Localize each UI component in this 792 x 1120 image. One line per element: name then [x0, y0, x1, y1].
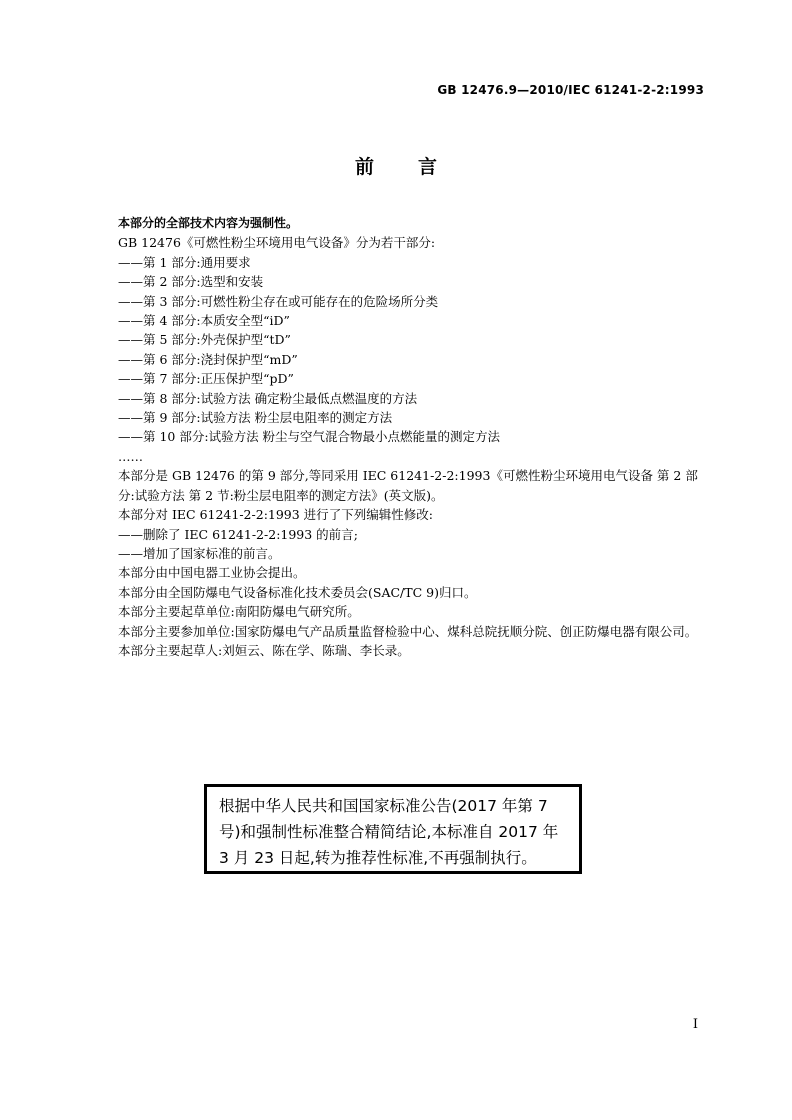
- notice-box: 根据中华人民共和国国家标准公告(2017 年第 7 号)和强制性标准整合精简结论,本标准自 2017 年 3 月 23 日起,转为推荐性标准,不再强制执行。: [204, 784, 582, 874]
- part-item: ——第 5 部分:外壳保护型“tD”: [118, 332, 291, 348]
- edit-item: ——增加了国家标准的前言。: [118, 545, 281, 561]
- ellipsis: ……: [118, 448, 143, 464]
- part-item: ——第 2 部分:选型和安装: [118, 274, 264, 290]
- page-number: I: [692, 1017, 698, 1032]
- part-item: ——第 4 部分:本质安全型“iD”: [118, 313, 290, 329]
- part-item: ——第 3 部分:可燃性粉尘存在或可能存在的危险场所分类: [118, 293, 439, 309]
- foreword-body: [91, 214, 705, 660]
- drafting-unit: 本部分主要起草单位:南阳防爆电气研究所。: [118, 604, 360, 620]
- drafters: 本部分主要起草人:刘姮云、陈在学、陈瑞、李长录。: [118, 642, 410, 658]
- adoption-paragraph: 本部分是 GB 12476 的第 9 部分,等同采用 IEC 61241-2-2:1993《可燃性粉尘环境用电气设备 第 2 部分:试验方法 第 2 节:粉尘层电阻率的测定方法》(英文版)。: [118, 468, 698, 503]
- series-statement: GB 12476《可燃性粉尘环境用电气设备》分为若干部分:: [118, 235, 436, 251]
- part-item: ——第 10 部分:试验方法 粉尘与空气混合物最小点燃能量的测定方法: [118, 429, 501, 445]
- part-item: ——第 8 部分:试验方法 确定粉尘最低点燃温度的方法: [118, 390, 418, 406]
- part-item: ——第 6 部分:浇封保护型“mD”: [118, 351, 298, 367]
- centralized-by: 本部分由全国防爆电气设备标准化技术委员会(SAC/TC 9)归口。: [118, 584, 477, 600]
- part-item: ——第 7 部分:正压保护型“pD”: [118, 371, 294, 387]
- edit-item: ——删除了 IEC 61241-2-2:1993 的前言;: [118, 526, 358, 542]
- page-title: 前言: [354, 156, 481, 178]
- standard-number-header: GB 12476.9—2010/IEC 61241-2-2:1993: [437, 83, 704, 97]
- edits-intro: 本部分对 IEC 61241-2-2:1993 进行了下列编辑性修改:: [118, 507, 433, 523]
- part-item: ——第 1 部分:通用要求: [118, 254, 251, 270]
- part-item: ——第 9 部分:试验方法 粉尘层电阻率的测定方法: [118, 410, 393, 426]
- participating-units: 本部分主要参加单位:国家防爆电气产品质量监督检验中心、煤科总院抚顺分院、创正防爆电器有限公司。: [118, 623, 698, 639]
- mandatory-statement: 本部分的全部技术内容为强制性。: [118, 216, 299, 230]
- proposed-by: 本部分由中国电器工业协会提出。: [118, 565, 306, 581]
